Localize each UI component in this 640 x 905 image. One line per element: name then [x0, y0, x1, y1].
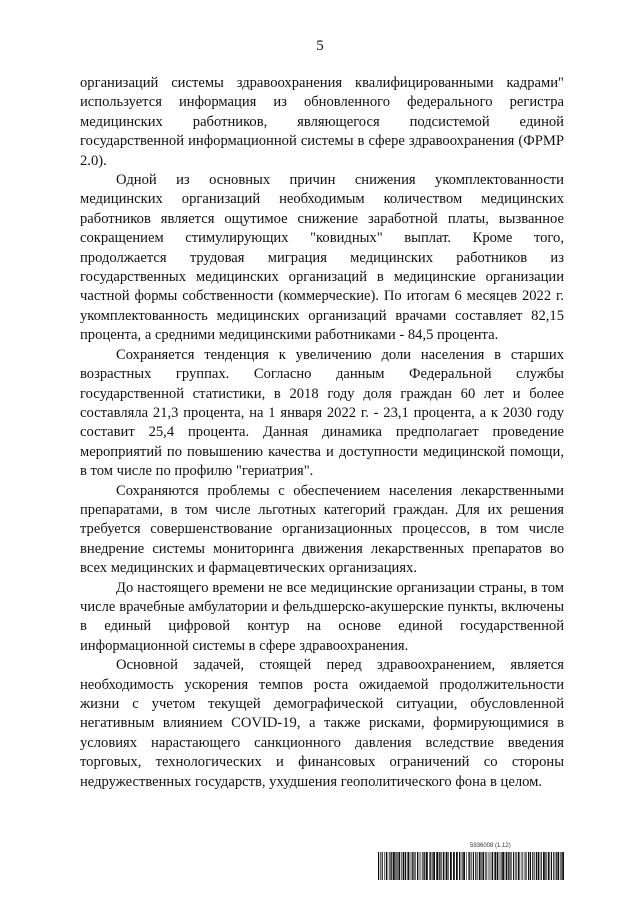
document-stamp-code: 5936008 (1.12) [470, 843, 511, 849]
paragraph-1: организаций системы здравоохранения квалифицированными кадрами" используется информация из обновленного федерального регистра медицинских работников, являющегося подсистемой единой государственной информационной системы в сфере здравоохранения (ФРМР 2.0). [80, 75, 564, 169]
page-number: 5 [316, 38, 324, 54]
paragraph-6: Основной задачей, стоящей перед здравоохранением, является необходимость ускорения темпов роста ожидаемой продолжительности жизни с учетом текущей демографической ситуации, обусловленной негативным влиянием COVID-19, а также рисками, формирующимися в условиях нарастающего санкционного давления вследствие введения торговых, технологических и финансовых ограничений со стороны недружественных государств, ухудшения геополитического фона в целом. [80, 657, 564, 790]
paragraph-5: До настоящего времени не все медицинские организации страны, в том числе врачебные амбулатории и фельдшерско-акушерские пункты, включены в единый цифровой контур на основе единой государственной информационной системы в сфере здравоохранения. [80, 579, 564, 654]
paragraph-4: Сохраняются проблемы с обеспечением населения лекарственными препаратами, в том числе льготных категорий граждан. Для их решения требуется совершенствование организационных процессов, в том числе внедрение системы мониторинга движения лекарственных препаратов во всех медицинских и фармацевтических организациях. [80, 482, 564, 577]
document-body [80, 74, 564, 792]
paragraph-3: Сохраняется тенденция к увеличению доли населения в старших возрастных группах. Согласно данным Федеральной службы государственной статистики, в 2018 году доля граждан 60 лет и более составляла 21,3 процента, на 1 января 2022 г. - 23,1 процента, а к 2030 году составит 25,4 процента. Данная динамика предполагает проведение мероприятий по повышению качества и доступности медицинской помощи, в том числе по профилю "гериатрия". [80, 346, 564, 480]
paragraph-2: Одной из основных причин снижения укомплектованности медицинских организаций необходимым количеством медицинских работников является ощутимое снижение заработной платы, вызванное сокращением стимулирующих "ковидных" выплат. Кроме того, продолжается трудовая миграция медицинских работников из государственных медицинских организаций в медицинские организации частной формы собственности (коммерческие). По итогам 6 месяцев 2022 г. укомплектованность медицинских организаций врачами составляет 82,15 процента, а средними медицинскими работниками - 84,5 процента. [80, 172, 564, 344]
barcode-image [378, 852, 564, 880]
